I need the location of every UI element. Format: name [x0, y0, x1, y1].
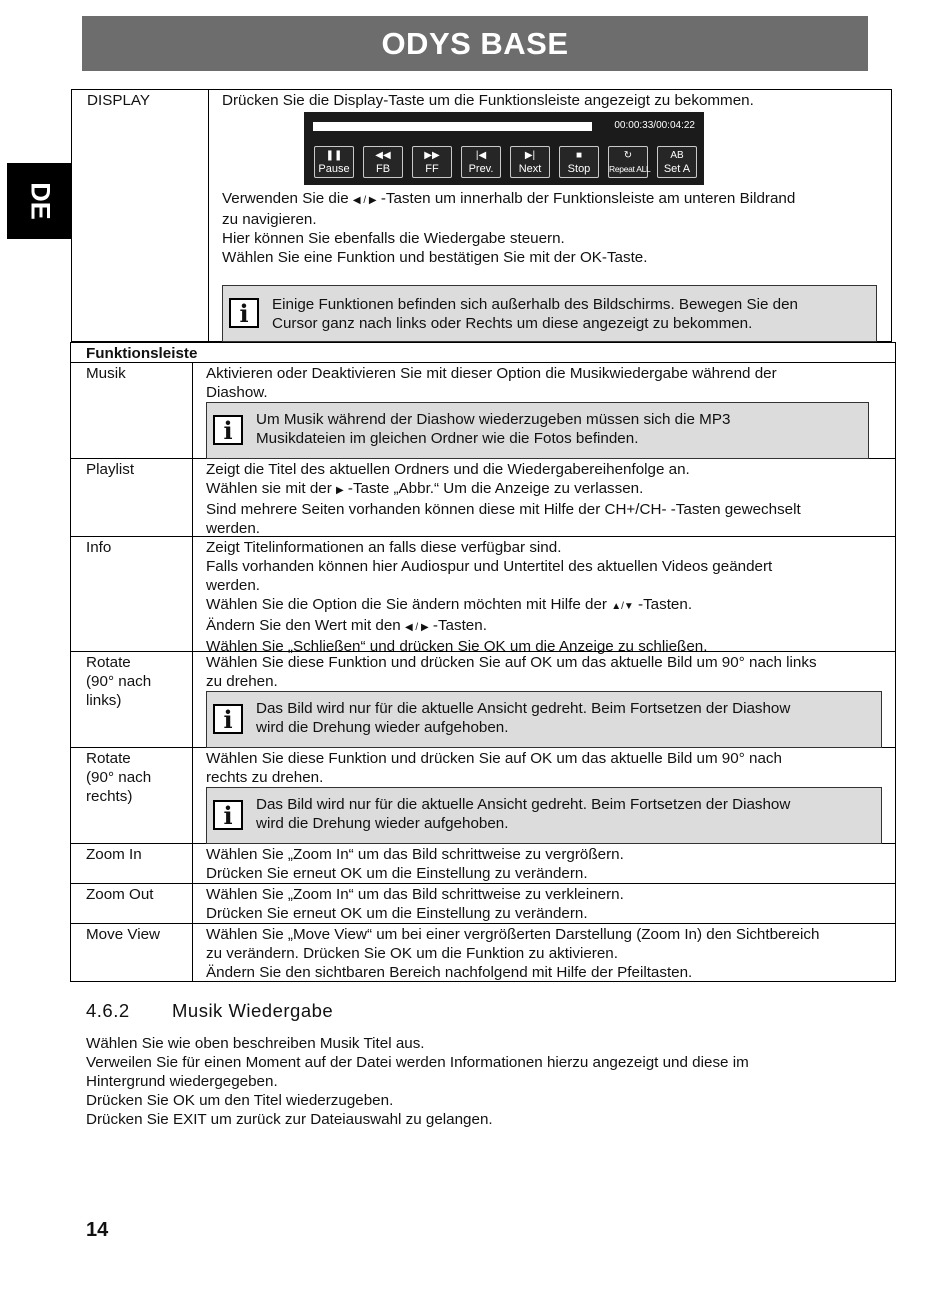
- page-header: [82, 16, 868, 71]
- time-readout: 00:00:33/00:04:22: [614, 120, 695, 131]
- display-navigation-text: [222, 189, 872, 267]
- bar-button-label: Repeat ALL: [609, 164, 651, 174]
- nav-line-3: Hier können Sie ebenfalls die Wiedergabe steuern.: [222, 230, 565, 247]
- column-divider: [192, 884, 193, 923]
- table-row-playlist: [70, 459, 896, 537]
- info-note-text: [256, 699, 875, 737]
- playlist-line-3: Sind mehrere Seiten vorhanden können diese mit Hilfe der CH+/CH- -Tasten gewechselt: [206, 501, 801, 518]
- info-icon: i: [229, 298, 259, 328]
- bar-button-label: Set A: [663, 163, 691, 175]
- info-note-text: [256, 410, 862, 448]
- row-text-rotate-left: [206, 653, 892, 691]
- info-note-rotate-right: [206, 787, 882, 844]
- functions-heading-row: [70, 342, 896, 363]
- playlist-line-1: Zeigt die Titel des aktuellen Ordners und die Wiedergabereihenfolge an.: [206, 461, 690, 478]
- function-bar-image: [304, 112, 704, 185]
- stop-icon: ■: [575, 150, 583, 161]
- info-icon: i: [213, 800, 243, 830]
- rotate-left-line-2: zu drehen.: [206, 673, 278, 690]
- zoom-out-line-1: Wählen Sie „Zoom In“ um das Bild schrittweise zu verkleinern.: [206, 886, 624, 903]
- arrow-left-right-icon: ◀ / ▶: [352, 195, 377, 206]
- table-row-info: [70, 537, 896, 655]
- playlist-line-2-post: -Taste „Abbr.“ Um die Anzeige zu verlassen.: [343, 480, 644, 497]
- row-label-zoom-out: Zoom Out: [86, 886, 154, 903]
- fast-forward-icon: ▶▶: [424, 150, 440, 161]
- nav-line-2: zu navigieren.: [222, 211, 317, 228]
- display-label: DISPLAY: [87, 92, 151, 109]
- section-number: 4.6.2: [86, 1000, 130, 1021]
- musik-line-1: Aktivieren oder Deaktivieren Sie mit dieser Option die Musikwiedergabe während der: [206, 365, 777, 382]
- info-line-2: Falls vorhanden können hier Audiospur und Untertitel des aktuellen Videos geändert: [206, 558, 773, 575]
- page-number: 14: [86, 1219, 109, 1241]
- info-line-3: werden.: [206, 577, 261, 594]
- table-row-rotate-right: [70, 748, 896, 844]
- info-line-6: Wählen Sie „Schließen“ und drücken Sie OK um die Anzeige zu schließen.: [206, 638, 708, 655]
- functions-table: [70, 342, 896, 982]
- zoom-in-line-2: Drücken Sie erneut OK um die Einstellung zu verändern.: [206, 865, 588, 882]
- bar-button-repeat-all: [608, 146, 651, 178]
- display-label-cell: [72, 90, 209, 341]
- playlist-line-2-pre: Wählen sie mit der: [206, 480, 336, 497]
- next-icon: ▶|: [524, 150, 536, 161]
- fast-backward-icon: ◀◀: [375, 150, 391, 161]
- bar-button-next: [510, 146, 550, 178]
- section-line-2: Verweilen Sie für einen Moment auf der Datei werden Informationen hierzu angezeigt und diese im: [86, 1054, 749, 1071]
- bar-button-pause: [314, 146, 354, 178]
- table-row-zoom-in: [70, 844, 896, 884]
- rotate-right-line-2: rechts zu drehen.: [206, 769, 324, 786]
- nav-line-1-pre: Verwenden Sie die: [222, 190, 353, 207]
- row-label-playlist: Playlist: [86, 461, 135, 478]
- playlist-line-2: [206, 479, 892, 500]
- column-divider: [192, 924, 193, 981]
- bar-button-stop: [559, 146, 599, 178]
- row-text-move-view: [206, 925, 892, 982]
- playlist-line-4: werden.: [206, 520, 261, 537]
- arrow-up-down-icon: ▲/▼: [611, 601, 634, 612]
- move-view-line-3: Ändern Sie den sichtbaren Bereich nachfolgend mit Hilfe der Pfeiltasten.: [206, 964, 693, 981]
- row-label-musik: Musik: [86, 365, 126, 382]
- table-row-musik: [70, 363, 896, 459]
- column-divider: [192, 844, 193, 883]
- rotate-right-line-1: Wählen Sie diese Funktion und drücken Sie auf OK um das aktuelle Bild um 90° nach: [206, 750, 782, 767]
- previous-icon: |◀: [475, 150, 487, 161]
- progress-bar: [313, 122, 592, 131]
- row-text-info: [206, 538, 892, 656]
- zoom-in-line-1: Wählen Sie „Zoom In“ um das Bild schrittweise zu vergrößern.: [206, 846, 624, 863]
- table-row-rotate-left: [70, 652, 896, 748]
- row-label-info: Info: [86, 539, 112, 556]
- section-line-4: Drücken Sie OK um den Titel wiederzugeben.: [86, 1092, 394, 1109]
- language-tab-label: DE: [25, 182, 55, 220]
- note-line-2: Musikdateien im gleichen Ordner wie die Fotos befinden.: [256, 430, 639, 447]
- bar-button-label: Prev.: [468, 163, 494, 175]
- bar-button-set-a: [657, 146, 697, 178]
- rotate-left-label-3: links): [86, 692, 122, 709]
- nav-line-4: Wählen Sie eine Funktion und bestätigen Sie mit der OK-Taste.: [222, 249, 648, 266]
- info-note-rotate-left: [206, 691, 882, 748]
- section-heading: [86, 1000, 333, 1022]
- section-line-5: Drücken Sie EXIT um zurück zur Dateiauswahl zu gelangen.: [86, 1111, 493, 1128]
- rotate-right-label-1: Rotate: [86, 750, 131, 767]
- row-text-zoom-in: [206, 845, 892, 883]
- note-line-1: Das Bild wird nur für die aktuelle Ansicht gedreht. Beim Fortsetzen der Diashow: [256, 796, 791, 813]
- bar-button-fb: [363, 146, 403, 178]
- column-divider: [192, 537, 193, 651]
- info-line-5-post: -Tasten.: [428, 617, 487, 634]
- note-line-2: Cursor ganz nach links oder Rechts um diese angezeigt zu bekommen.: [272, 315, 753, 332]
- move-view-line-2: zu verändern. Drücken Sie OK um die Funktion zu aktivieren.: [206, 945, 618, 962]
- bar-button-label: FF: [425, 163, 439, 175]
- pause-icon: ❚❚: [325, 150, 343, 161]
- nav-line-1-post: -Tasten um innerhalb der Funktionsleiste am unteren Bildrand: [376, 190, 796, 207]
- header-title: ODYS BASE: [381, 26, 569, 61]
- row-text-rotate-right: [206, 749, 892, 787]
- row-text-playlist: [206, 460, 892, 538]
- info-icon: i: [213, 704, 243, 734]
- ab-repeat-icon: AB: [670, 150, 684, 161]
- bar-button-prev: [461, 146, 501, 178]
- row-text-zoom-out: [206, 885, 892, 923]
- row-label-rotate-left: [86, 653, 186, 710]
- table-row-move-view: [70, 924, 896, 982]
- note-line-1: Einige Funktionen befinden sich außerhalb des Bildschirms. Bewegen Sie den: [272, 296, 798, 313]
- column-divider: [192, 748, 193, 843]
- column-divider: [192, 459, 193, 536]
- info-note-text: [272, 295, 870, 333]
- rotate-right-label-3: rechts): [86, 788, 133, 805]
- section-line-1: Wählen Sie wie oben beschreiben Musik Titel aus.: [86, 1035, 425, 1052]
- table-row-zoom-out: [70, 884, 896, 924]
- info-line-4-post: -Tasten.: [633, 596, 693, 613]
- info-line-5-pre: Ändern Sie den Wert mit den: [206, 617, 405, 634]
- section-title: Musik Wiedergabe: [172, 1000, 334, 1021]
- note-line-1: Das Bild wird nur für die aktuelle Ansicht gedreht. Beim Fortsetzen der Diashow: [256, 700, 791, 717]
- info-line-5: [206, 616, 892, 637]
- row-label-move-view: Move View: [86, 926, 161, 943]
- row-text-musik: [206, 364, 892, 402]
- bar-button-label: Pause: [318, 163, 350, 175]
- info-note-display: [222, 285, 877, 342]
- zoom-out-line-2: Drücken Sie erneut OK um die Einstellung zu verändern.: [206, 905, 588, 922]
- bar-button-label: Next: [518, 163, 542, 175]
- display-table: [71, 89, 892, 342]
- repeat-icon: ↻: [623, 150, 633, 161]
- bar-button-label: FB: [375, 163, 391, 175]
- bar-button-label: Stop: [567, 163, 591, 175]
- note-line-2: wird die Drehung wieder aufgehoben.: [256, 815, 509, 832]
- section-body: [86, 1034, 886, 1129]
- display-intro: Drücken Sie die Display-Taste um die Funktionsleiste angezeigt zu bekommen.: [222, 92, 754, 109]
- nav-line-1: [222, 189, 872, 210]
- move-view-line-1: Wählen Sie „Move View“ um bei einer vergrößerten Darstellung (Zoom In) den Sichtbereich: [206, 926, 820, 943]
- functions-heading: Funktionsleiste: [86, 345, 198, 362]
- rotate-left-label-2: (90° nach: [86, 673, 152, 690]
- info-line-4-pre: Wählen Sie die Option die Sie ändern möchten mit Hilfe der: [206, 596, 612, 613]
- section-line-3: Hintergrund wiedergegeben.: [86, 1073, 278, 1090]
- language-tab: [7, 163, 72, 239]
- note-line-1: Um Musik während der Diashow wiederzugeben müssen sich die MP3: [256, 411, 731, 428]
- bar-button-ff: [412, 146, 452, 178]
- row-label-zoom-in: Zoom In: [86, 846, 142, 863]
- info-icon: i: [213, 415, 243, 445]
- row-label-rotate-right: [86, 749, 186, 806]
- info-note-text: [256, 795, 875, 833]
- column-divider: [192, 652, 193, 747]
- info-line-4: [206, 595, 892, 616]
- rotate-left-line-1: Wählen Sie diese Funktion und drücken Sie auf OK um das aktuelle Bild um 90° nach links: [206, 654, 817, 671]
- info-note-musik: [206, 402, 869, 459]
- column-divider: [192, 363, 193, 458]
- rotate-left-label-1: Rotate: [86, 654, 131, 671]
- info-line-1: Zeigt Titelinformationen an falls diese verfügbar sind.: [206, 539, 562, 556]
- rotate-right-label-2: (90° nach: [86, 769, 152, 786]
- note-line-2: wird die Drehung wieder aufgehoben.: [256, 719, 509, 736]
- arrow-left-right-icon: ◀ / ▶: [404, 622, 429, 633]
- musik-line-2: Diashow.: [206, 384, 268, 401]
- arrow-right-icon: ▶: [335, 485, 344, 496]
